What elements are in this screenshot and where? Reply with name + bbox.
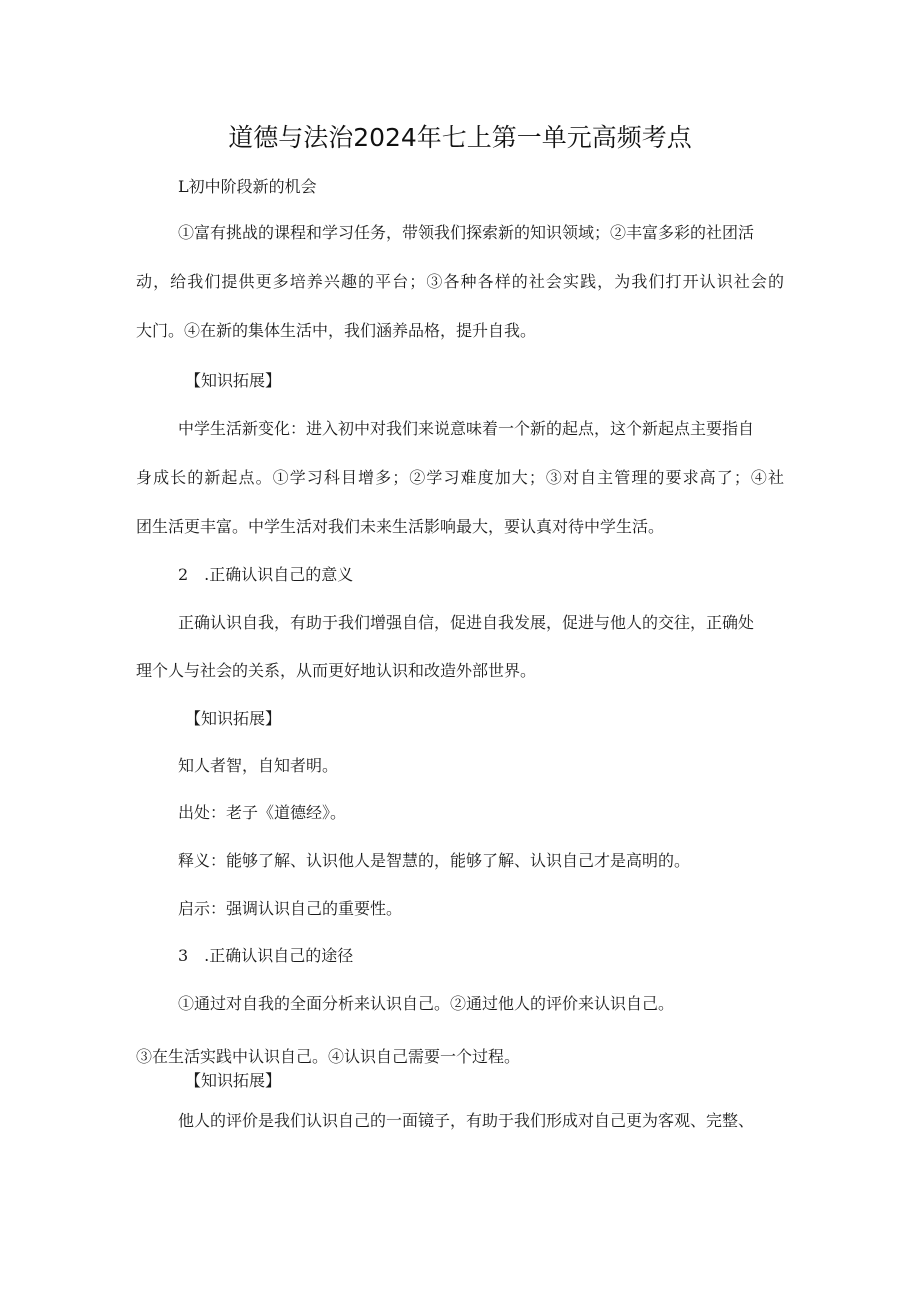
paragraph-line: 正确认识自我，有助于我们增强自信，促进自我发展，促进与他人的交往，正确处 <box>178 613 755 632</box>
paragraph-line: ①富有挑战的课程和学习任务，带领我们探索新的知识领域；②丰富多彩的社团活 <box>178 223 755 242</box>
paragraph-line: ③在生活实践中认识自己。④认识自己需要一个过程。 <box>136 1047 521 1066</box>
paragraph-line: 出处：老子《道德经》。 <box>178 803 347 822</box>
paragraph-line: 身成长的新起点。①学习科目增多；②学习难度加大；③对自主管理的要求高了；④社 <box>136 468 784 487</box>
knowledge-extension-label: 【知识拓展】 <box>185 1071 282 1090</box>
paragraph-line: 理个人与社会的关系，从而更好地认识和改造外部世界。 <box>136 661 537 680</box>
paragraph-line: 释义：能够了解、认识他人是智慧的，能够了解、认识自己才是高明的。 <box>178 851 691 870</box>
paragraph-line: 知人者智，自知者明。 <box>178 756 339 775</box>
knowledge-extension-label: 【知识拓展】 <box>185 371 282 390</box>
document-title: 道德与法治2024年七上第一单元高频考点 <box>228 123 692 152</box>
knowledge-extension-label: 【知识拓展】 <box>185 709 282 728</box>
paragraph-line: 团生活更丰富。中学生活对我们未来生活影响最大，要认真对待中学生活。 <box>136 517 665 536</box>
heading-2: 2 .正确认识自己的意义 <box>178 565 354 584</box>
heading-3: 3 .正确认识自己的途径 <box>178 946 354 965</box>
paragraph-line: 动，给我们提供更多培养兴趣的平台；③各种各样的社会实践，为我们打开认识社会的 <box>136 272 784 291</box>
paragraph-line: 中学生活新变化：进入初中对我们来说意味着一个新的起点，这个新起点主要指自 <box>178 419 755 438</box>
heading-1: L初中阶段新的机会 <box>178 177 317 196</box>
paragraph-line: ①通过对自我的全面分析来认识自己。②通过他人的评价来认识自己。 <box>178 994 675 1013</box>
paragraph-line: 启示：强调认识自己的重要性。 <box>178 899 403 918</box>
paragraph-line: 他人的评价是我们认识自己的一面镜子，有助于我们形成对自己更为客观、完整、 <box>178 1111 755 1130</box>
paragraph-line: 大门。④在新的集体生活中，我们涵养品格，提升自我。 <box>136 321 537 340</box>
